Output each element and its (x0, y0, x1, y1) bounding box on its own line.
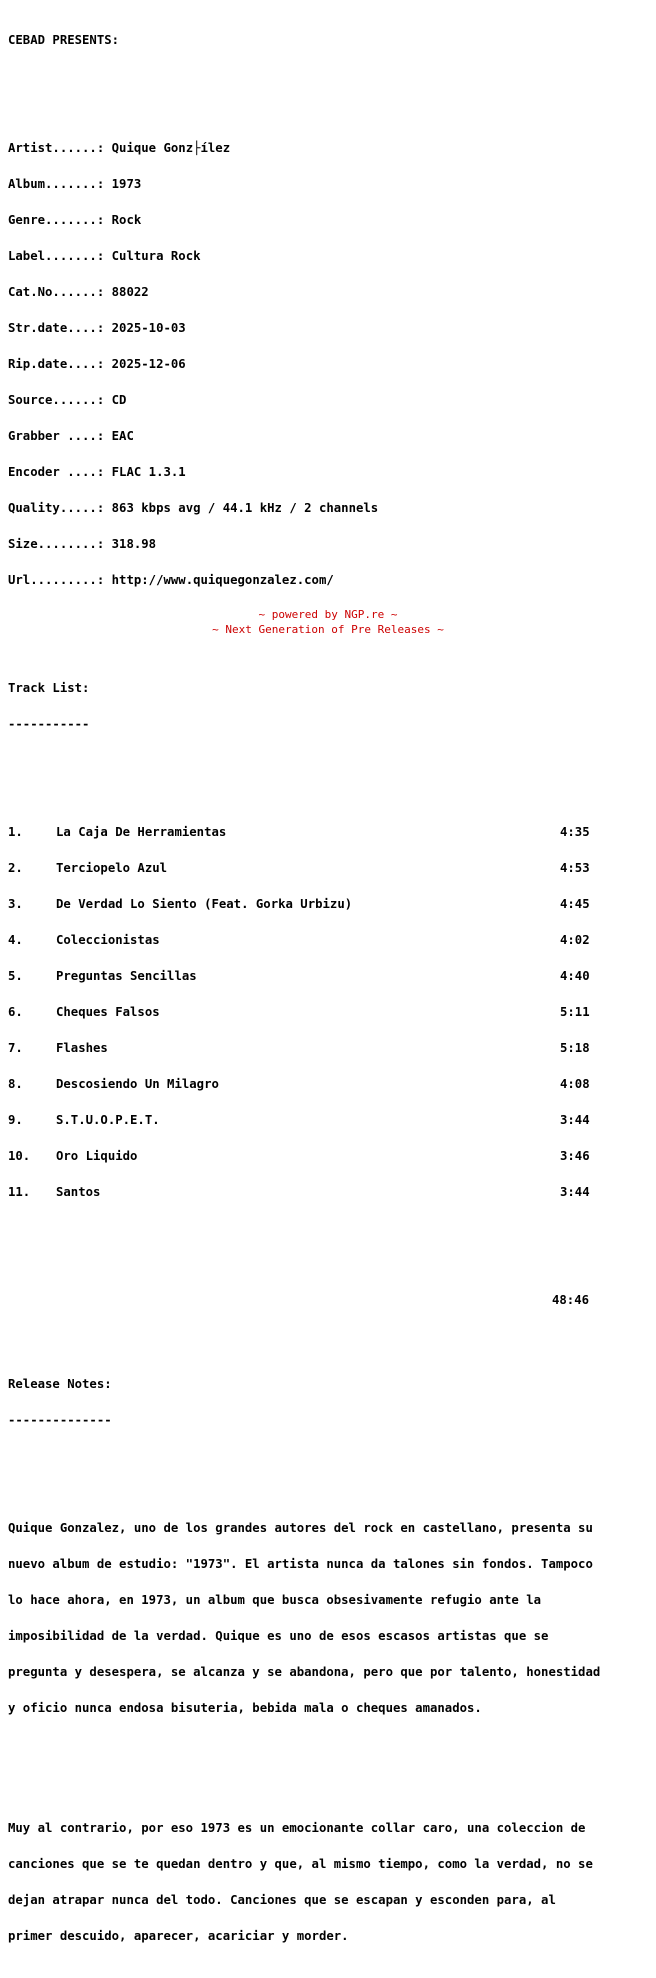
info-value: CD (111, 393, 127, 407)
release-notes-paragraph-2 (8, 1798, 600, 1966)
track-row (8, 970, 600, 982)
track-duration: 4:35 (560, 825, 590, 839)
track-number: 3. (8, 897, 23, 911)
track-list (8, 802, 600, 1222)
track-row (8, 1006, 600, 1018)
info-value: FLAC 1.3.1 (111, 465, 186, 479)
track-row (8, 826, 600, 838)
track-duration: 5:18 (560, 1041, 590, 1055)
track-row (8, 898, 600, 910)
track-duration: 5:11 (560, 1005, 590, 1019)
release-notes-paragraph-1 (8, 1498, 600, 1738)
notes-line: dejan atrapar nunca del todo. Canciones que se escapan y esconden para, al (8, 1893, 556, 1907)
info-value: 863 kbps avg / 44.1 kHz / 2 channels (111, 501, 379, 515)
blank-line (8, 1450, 600, 1462)
track-duration: 4:53 (560, 861, 590, 875)
track-title: De Verdad Lo Siento (Feat. Gorka Urbizu) (56, 897, 353, 911)
track-row (8, 934, 600, 946)
tracklist-heading: Track List: (8, 681, 90, 695)
track-title: Descosiendo Un Milagro (56, 1077, 219, 1091)
powered-by-footer: ~ powered by NGP.re ~ (258, 608, 398, 621)
track-number: 7. (8, 1041, 23, 1055)
track-row (8, 1042, 600, 1054)
info-row-catno (8, 286, 600, 298)
notes-line: nuevo album de estudio: "1973". El artista nunca da talones sin fondos. Tampoco (8, 1557, 593, 1571)
track-number: 2. (8, 861, 23, 875)
info-row-ripdate (8, 358, 600, 370)
info-row-size (8, 538, 600, 550)
track-number: 11. (8, 1185, 31, 1199)
blank-line (8, 1762, 600, 1774)
track-number: 4. (8, 933, 23, 947)
info-label: Rip.date....: (8, 357, 105, 371)
tracklist-underline: ----------- (8, 717, 90, 731)
info-label: Size........: (8, 537, 105, 551)
track-number: 6. (8, 1005, 23, 1019)
track-number: 8. (8, 1077, 23, 1091)
info-label: Cat.No......: (8, 285, 105, 299)
presents-heading: CEBAD PRESENTS: (8, 33, 120, 47)
info-row-url (8, 574, 600, 586)
blank-line (8, 70, 600, 82)
release-notes-underline: -------------- (8, 1413, 112, 1427)
info-value: http://www.quiquegonzalez.com/ (111, 573, 334, 587)
track-duration: 3:44 (560, 1185, 590, 1199)
track-title: Preguntas Sencillas (56, 969, 197, 983)
track-row (8, 1114, 600, 1126)
info-label: Quality.....: (8, 501, 105, 515)
track-duration: 3:46 (560, 1149, 590, 1163)
track-title: Santos (56, 1185, 101, 1199)
track-duration: 4:45 (560, 897, 590, 911)
info-value: Quique Gonz├ílez (111, 141, 231, 155)
info-label: Source......: (8, 393, 105, 407)
info-value: 2025-12-06 (111, 357, 186, 371)
track-title: Terciopelo Azul (56, 861, 168, 875)
info-label: Album.......: (8, 177, 105, 191)
track-title: Coleccionistas (56, 933, 160, 947)
track-row (8, 1186, 600, 1198)
info-label: Grabber ....: (8, 429, 105, 443)
info-label: Encoder ....: (8, 465, 105, 479)
track-number: 9. (8, 1113, 23, 1127)
track-title: Cheques Falsos (56, 1005, 160, 1019)
info-value: Rock (111, 213, 142, 227)
nfo-text (8, 10, 600, 1978)
track-title: S.T.U.O.P.E.T. (56, 1113, 160, 1127)
track-number: 5. (8, 969, 23, 983)
notes-line: Muy al contrario, por eso 1973 es un emocionante collar caro, una coleccion de (8, 1821, 586, 1835)
notes-line: y oficio nunca endosa bisuteria, bebida mala o cheques amanados. (8, 1701, 482, 1715)
track-row (8, 1150, 600, 1162)
info-value: EAC (111, 429, 134, 443)
info-value: Cultura Rock (111, 249, 201, 263)
info-label: Genre.......: (8, 213, 105, 227)
info-label: Str.date....: (8, 321, 105, 335)
info-row-encoder (8, 466, 600, 478)
blank-line (8, 646, 600, 658)
info-row-label (8, 250, 600, 262)
track-title: Oro Liquido (56, 1149, 138, 1163)
info-row-artist (8, 142, 600, 154)
notes-line: Quique Gonzalez, uno de los grandes autores del rock en castellano, presenta su (8, 1521, 593, 1535)
track-number: 10. (8, 1149, 31, 1163)
info-label: Artist......: (8, 141, 105, 155)
release-notes-heading: Release Notes: (8, 1377, 112, 1391)
notes-line: canciones que se te quedan dentro y que, al mismo tiempo, como la verdad, no se (8, 1857, 593, 1871)
notes-line: primer descuido, aparecer, acariciar y morder. (8, 1929, 349, 1943)
info-row-grabber (8, 430, 600, 442)
info-row-genre (8, 214, 600, 226)
info-row-quality (8, 502, 600, 514)
track-duration: 4:02 (560, 933, 590, 947)
blank-line (8, 754, 600, 766)
track-row (8, 1078, 600, 1090)
next-generation-footer: ~ Next Generation of Pre Releases ~ (212, 623, 444, 636)
notes-line: imposibilidad de la verdad. Quique es uno de esos escasos artistas que se (8, 1629, 549, 1643)
info-value: 88022 (111, 285, 149, 299)
track-title: Flashes (56, 1041, 108, 1055)
blank-line (8, 1330, 600, 1342)
info-value: 1973 (111, 177, 142, 191)
notes-line: lo hace ahora, en 1973, un album que busca obsesivamente refugio ante la (8, 1593, 542, 1607)
info-label: Url.........: (8, 573, 105, 587)
info-value: 2025-10-03 (111, 321, 186, 335)
track-title: La Caja De Herramientas (56, 825, 227, 839)
track-duration: 4:08 (560, 1077, 590, 1091)
info-row-strdate (8, 322, 600, 334)
track-duration: 3:44 (560, 1113, 590, 1127)
total-duration: 48:46 (552, 1293, 590, 1307)
blank-line (8, 1258, 600, 1270)
info-value: 318.98 (111, 537, 157, 551)
info-row-album (8, 178, 600, 190)
track-number: 1. (8, 825, 23, 839)
info-label: Label.......: (8, 249, 105, 263)
info-block (8, 118, 600, 610)
track-row (8, 862, 600, 874)
notes-line: pregunta y desespera, se alcanza y se abandona, pero que por talento, honestidad (8, 1665, 601, 1679)
total-row (8, 1294, 600, 1306)
info-row-source (8, 394, 600, 406)
track-duration: 4:40 (560, 969, 590, 983)
